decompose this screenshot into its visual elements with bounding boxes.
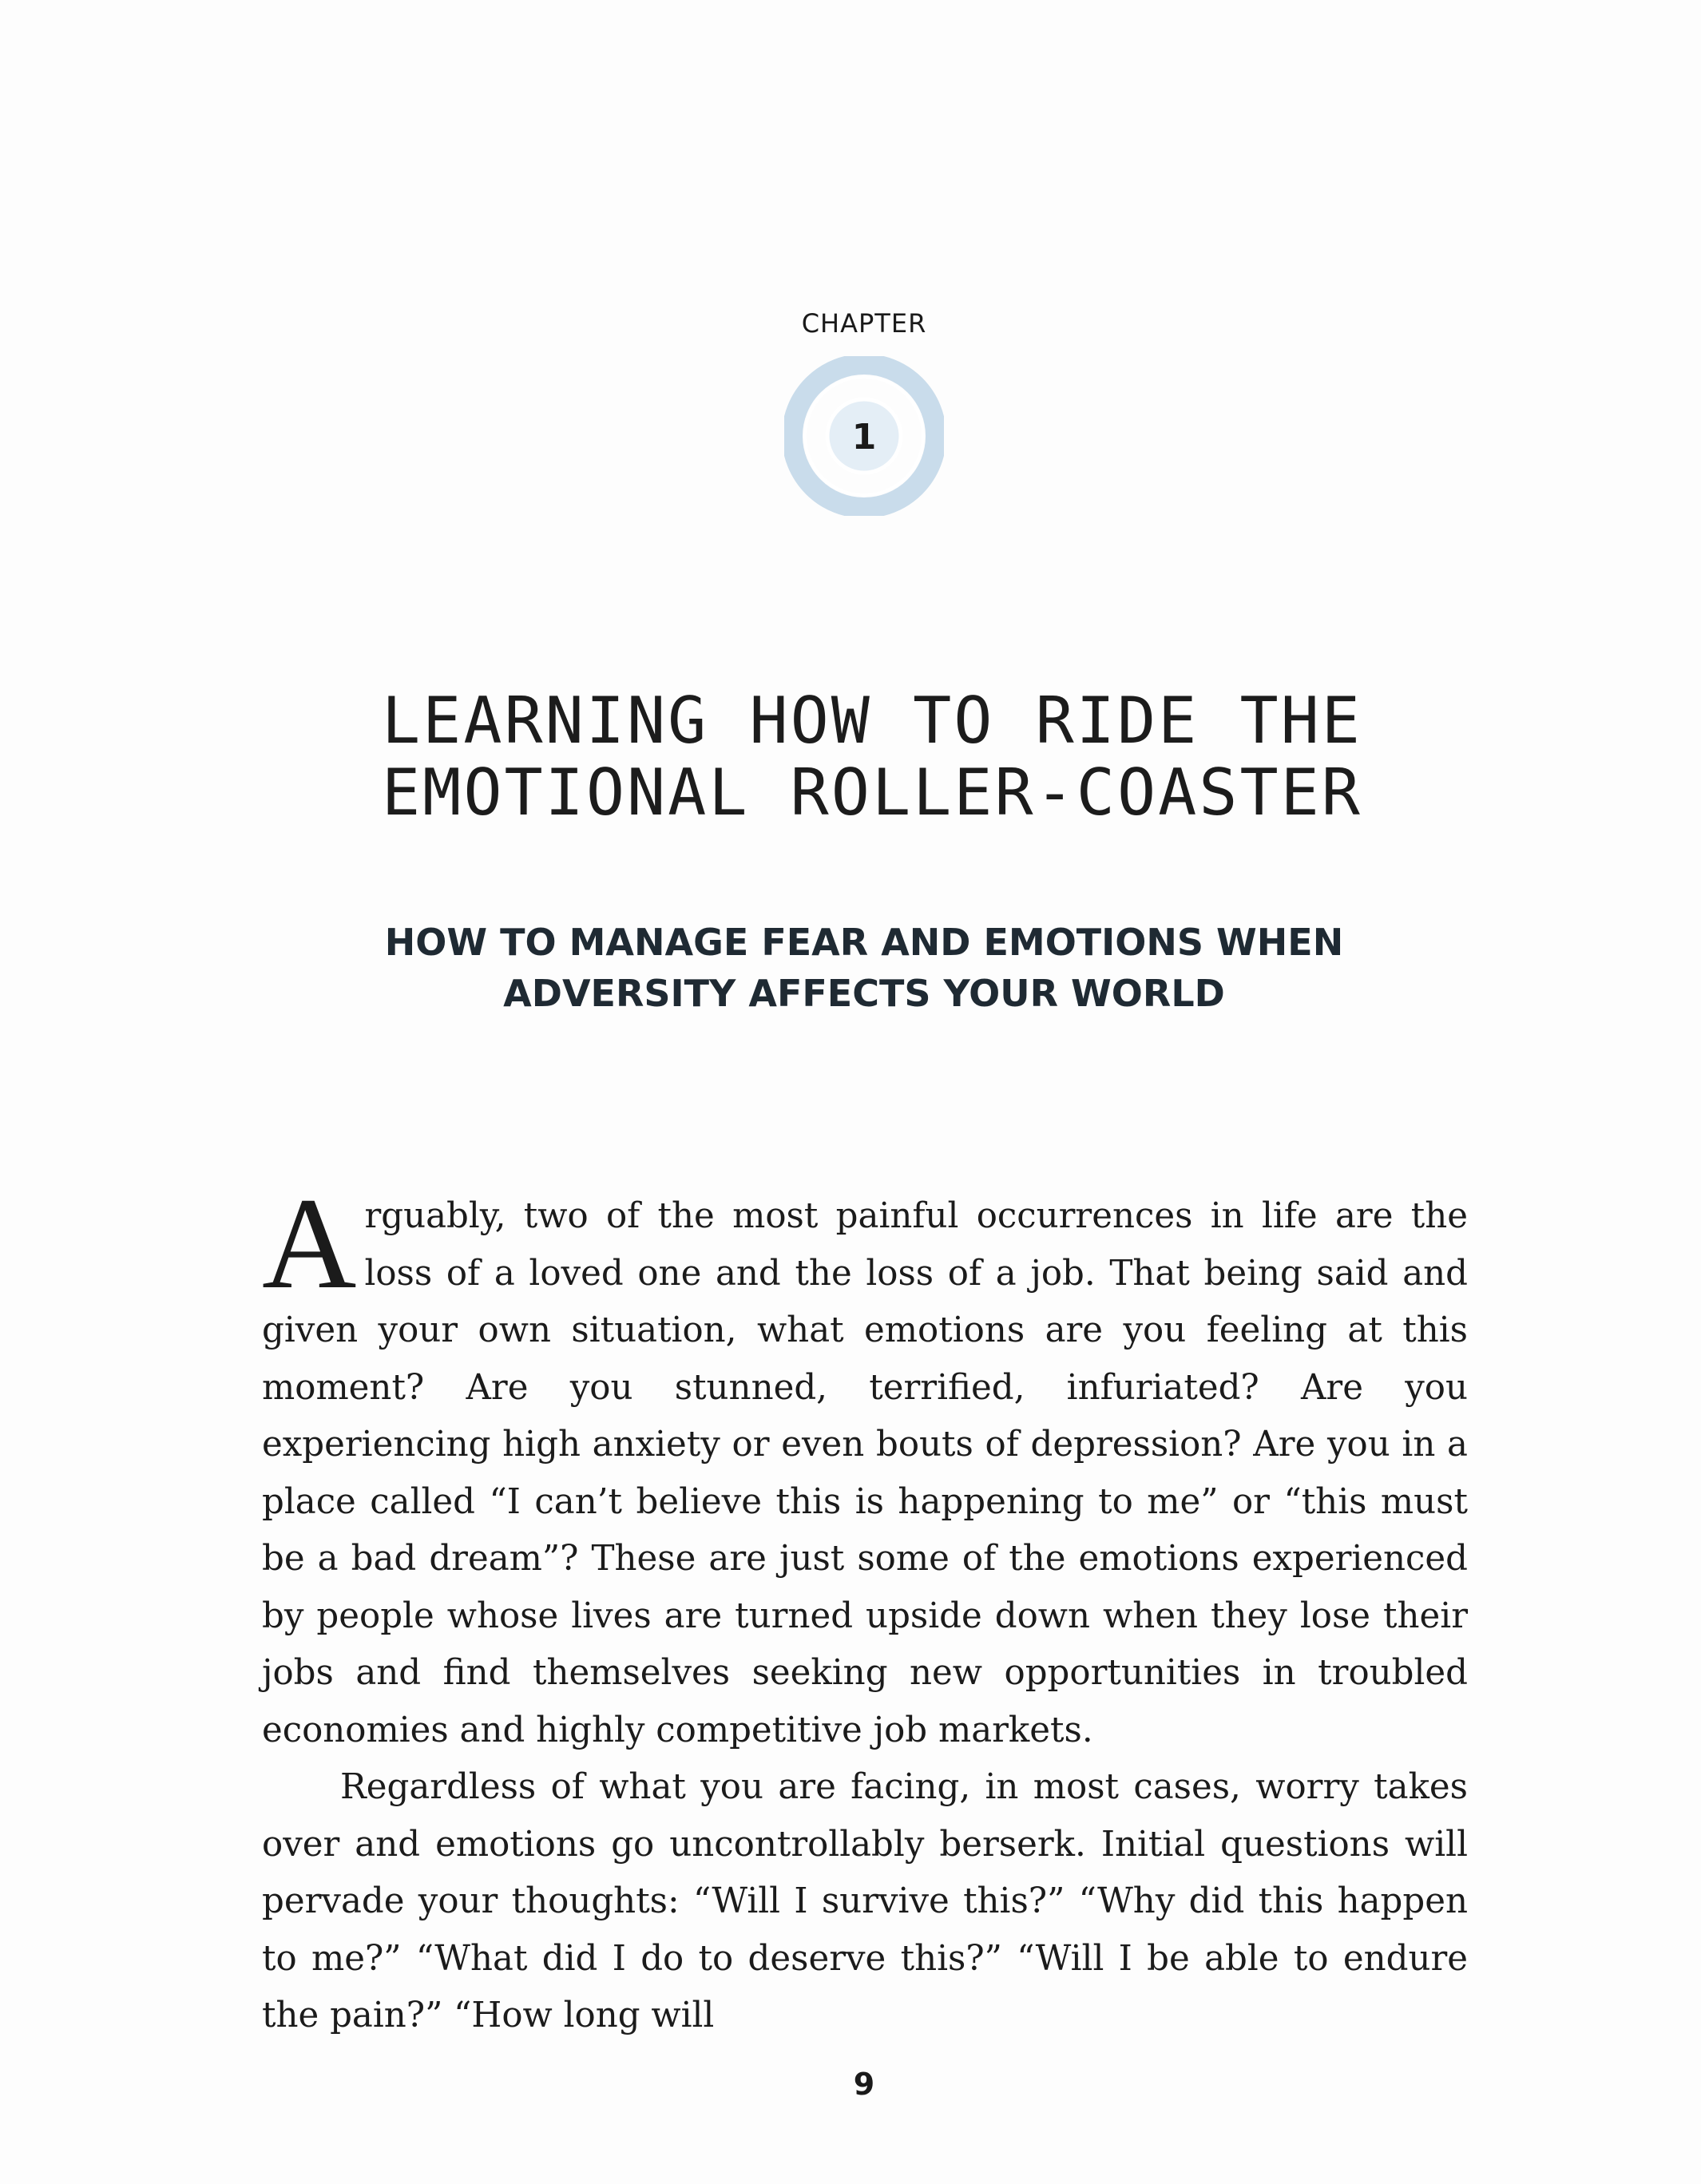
chapter-number: 1 bbox=[851, 417, 877, 458]
chapter-number-badge bbox=[784, 356, 944, 516]
body-paragraph-1 bbox=[262, 1171, 1468, 1759]
chapter-subtitle-line-2: ADVERSITY AFFECTS YOUR WORLD bbox=[503, 972, 1225, 1015]
chapter-subtitle-line-1: HOW TO MANAGE FEAR AND EMOTIONS WHEN bbox=[384, 921, 1344, 964]
body-paragraph-2: Regardless of what you are facing, in most cases, worry takes over and emotions go uncontrollably berserk. Initial questions will pervade your thoughts: “Will I survive this?” “Why did this happen to me?” “What did I do to deserve this?” “Will I be able to endure the pain?” “How long will bbox=[262, 1767, 1468, 2035]
drop-cap: A bbox=[262, 1171, 357, 1316]
chapter-subtitle bbox=[335, 917, 1393, 1019]
chapter-label: CHAPTER bbox=[801, 308, 927, 339]
chapter-title-line-2: EMOTIONAL ROLLER-COASTER bbox=[382, 755, 1362, 830]
body-text bbox=[262, 1171, 1468, 2045]
page-number: 9 bbox=[853, 2067, 875, 2102]
body-paragraph-1-text: rguably, two of the most painful occurrences in life are the loss of a loved one and the loss of a job. That being said and given your own situation, what emotions are you feeling at this moment? Are you stunned, terrified, infuriated? Are you experiencing high anxiety or even bouts of depression? Are you in a place called “I can’t believe this is happening to me” or “this must be a bad dream”? These are just some of the emotions experienced by people whose lives are turned upside down when they lose their jobs and find themselves seeking new opportunities in troubled economies and highly competitive job markets. bbox=[262, 1196, 1468, 1750]
chapter-title bbox=[382, 685, 1420, 829]
chapter-title-line-1: LEARNING HOW TO RIDE THE bbox=[382, 684, 1362, 758]
